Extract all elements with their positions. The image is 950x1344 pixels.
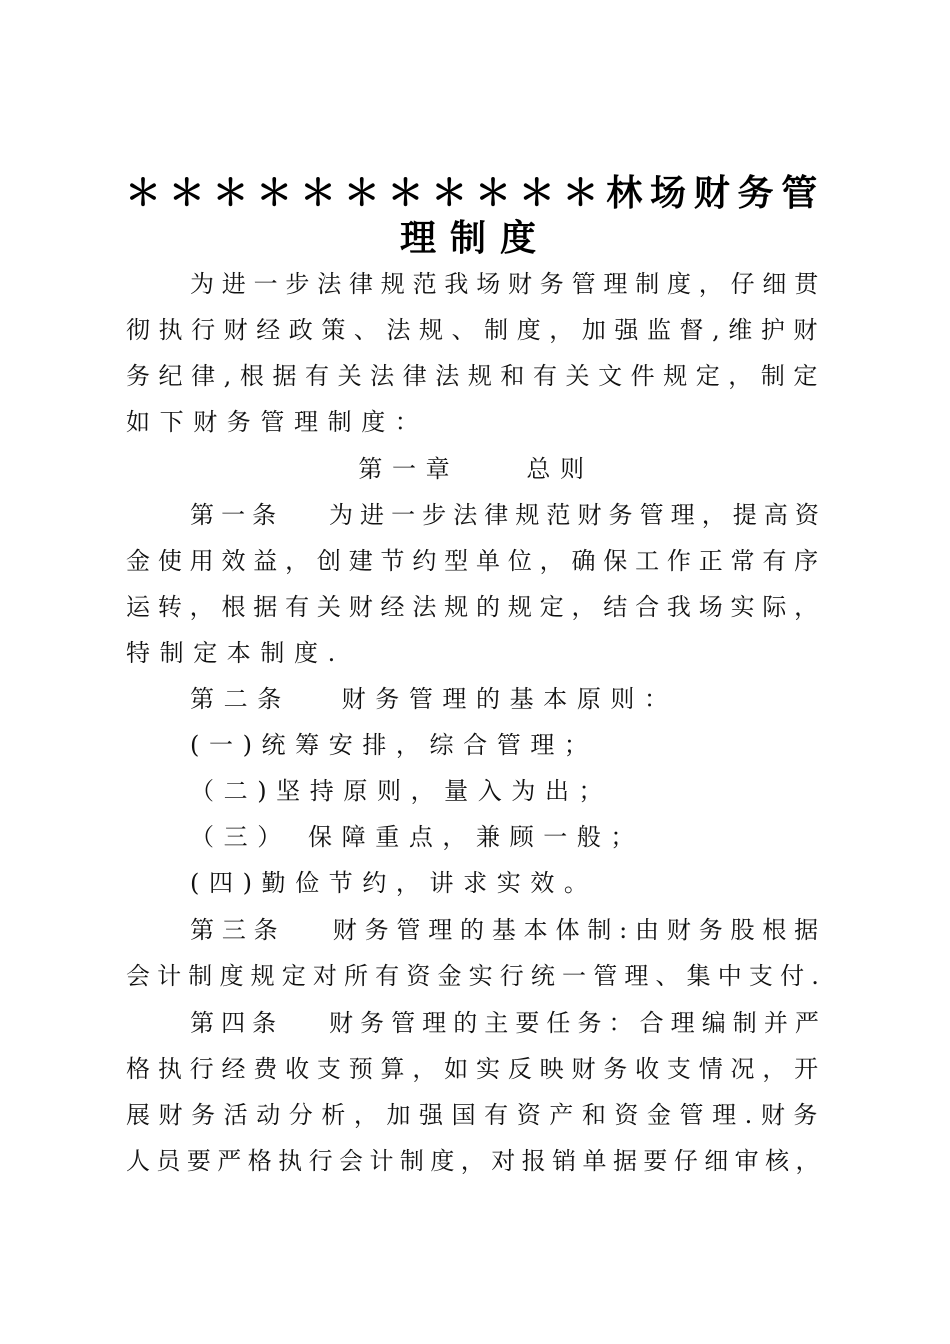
paragraph-line: 彻执行财经政策、法规、制度，加强监督,维护财 bbox=[126, 316, 826, 344]
paragraph-line: 第一条 为进一步法律规范财务管理，提高资 bbox=[190, 501, 826, 529]
list-item: (四)勤俭节约，讲求实效。 bbox=[190, 869, 598, 897]
paragraph-line: 如下财务管理制度： bbox=[126, 408, 429, 436]
document-title-line-2: 理制度 bbox=[399, 218, 550, 259]
paragraph-line: 第三条 财务管理的基本体制:由财务股根据 bbox=[190, 916, 826, 944]
paragraph-line: 务纪律,根据有关法律法规和有关文件规定，制定 bbox=[126, 362, 826, 390]
paragraph-line: 运转，根据有关财经法规的规定，结合我场实际， bbox=[126, 593, 826, 621]
list-item: （二)坚持原则，量入为出； bbox=[190, 777, 613, 805]
paragraph-line: 特制定本制度. bbox=[126, 639, 345, 667]
paragraph-line: 会计制度规定对所有资金实行统一管理、集中支付. bbox=[126, 962, 826, 990]
chapter-heading: 第一章 总则 bbox=[358, 455, 594, 483]
paragraph-line: 人员要严格执行会计制度，对报销单据要仔细审核， bbox=[126, 1147, 826, 1175]
paragraph-line: 金使用效益，创建节约型单位，确保工作正常有序 bbox=[126, 547, 826, 575]
paragraph-line: 展财务活动分析，加强国有资产和资金管理.财务 bbox=[126, 1101, 826, 1129]
list-item: (一)统筹安排，综合管理； bbox=[190, 731, 598, 759]
paragraph-line: 第二条 财务管理的基本原则： bbox=[190, 685, 678, 713]
paragraph-line: 格执行经费收支预算，如实反映财务收支情况，开 bbox=[126, 1055, 826, 1083]
list-item: （三） 保障重点，兼顾一般； bbox=[190, 823, 645, 851]
paragraph-line: 为进一步法律规范我场财务管理制度，仔细贯 bbox=[190, 270, 826, 298]
paragraph-line: 第四条 财务管理的主要任务：合理编制并严 bbox=[190, 1009, 826, 1037]
document-title-line-1: ＊＊＊＊＊＊＊＊＊＊＊林场财务管 bbox=[125, 173, 826, 214]
